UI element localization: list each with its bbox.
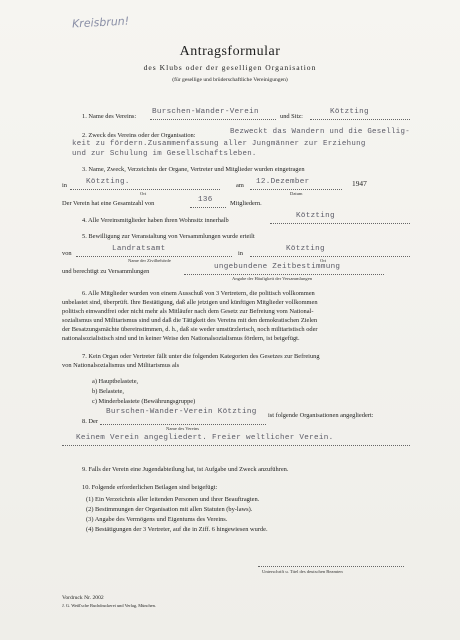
- q5-frequency: ungebundene Zeitbestimmung: [214, 263, 341, 271]
- q7-item: b) Belastete,: [92, 388, 124, 395]
- q1-label: 1. Name des Vereins:: [82, 113, 137, 120]
- q3-date: 12.Dezember: [256, 178, 310, 186]
- q1-seat-label: und Sitz:: [280, 113, 303, 120]
- q10-item: (1) Ein Verzeichnis aller leitenden Personen und ihrer Beauftragten.: [86, 496, 260, 503]
- form-subtitle: des Klubs oder der geselligen Organisation: [143, 63, 317, 72]
- q7-line2: von Nationalsozialismus und Militarismus als: [62, 362, 180, 369]
- q5-authority-caption: Name der Zivilbehörde: [128, 258, 171, 263]
- q2-purpose-line1: Bezweckt das Wandern und die Gesellig-: [230, 128, 410, 136]
- q4-value: Kötzting: [296, 212, 335, 220]
- q5-from-label: von: [62, 250, 72, 257]
- q9-label: 9. Falls der Verein eine Jugendabteilung hat, ist Aufgabe und Zweck anzuführen.: [82, 466, 289, 473]
- q5-label: 5. Bewilligung zur Veranstaltung von Versammlungen wurde erteilt: [82, 233, 255, 240]
- form-subtitle-note: (für gesellige und brüderschaftliche Vereinigungen): [172, 77, 288, 83]
- handwritten-note: Kreisbrun!: [71, 14, 130, 31]
- q3-place: Kötzting.: [86, 178, 130, 186]
- q1-club-name: Burschen-Wander-Verein: [152, 108, 259, 116]
- q5-authority: Landratsamt: [112, 245, 166, 253]
- q1-seat-value: Kötzting: [330, 108, 369, 116]
- q8-label: 8. Der: [82, 418, 98, 425]
- q6-line: unbelastet sind, überprüft. Ihre Bestätigung, daß alle jetzigen und künftigen Mitglieder vollkommen: [62, 299, 318, 306]
- signature-caption: Unterschrift u. Titel des deutschen Beamten: [262, 569, 343, 574]
- footer-form-number: Vordruck Nr. 2002: [62, 595, 104, 601]
- q5-place: Kötzting: [286, 245, 325, 253]
- q6-line: sozialismus und Militarismus sind und daß die Tätigkeit des Vereins mit den demokratischen Zielen: [62, 317, 318, 324]
- q5-frequency-caption: Angabe der Häufigkeit der Versammlungen: [232, 276, 313, 281]
- q8-suffix: ist folgende Organisationen angegliedert:: [268, 412, 374, 419]
- q3-on-label: am: [236, 182, 244, 189]
- q8-caption: Name des Vereins: [166, 426, 200, 431]
- q8-answer: Keinem Verein angegliedert. Freier weltlicher Verein.: [76, 434, 334, 442]
- q7-item: c) Minderbelastete (Bewährungsgruppe): [92, 398, 196, 405]
- q6-line: 6. Alle Mitglieder wurden von einem Ausschuß von 3 Vertretern, die politisch vollkommen: [82, 290, 315, 297]
- q10-label: 10. Folgende erforderlichen Beilagen sind beigefügt:: [82, 484, 218, 491]
- q3-year: 1947: [352, 179, 367, 188]
- q2-label: 2. Zweck des Vereins oder der Organisation:: [82, 132, 196, 139]
- members-prefix: Der Verein hat eine Gesamtzahl von: [62, 200, 155, 207]
- q3-label: 3. Name, Zweck, Verzeichnis der Organe, Vertreter und Mitglieder wurden eingetragen: [82, 166, 305, 173]
- q7-item: a) Hauptbelastete,: [92, 378, 139, 385]
- q3-date-caption: Datum: [290, 191, 303, 196]
- q6-line: politisch einwandfrei oder nicht mehr als Mitläufer nach dem Gesetz zur Befreiung vom National-: [62, 308, 314, 315]
- q10-item: (4) Bestätigungen der 3 Vertreter, auf die in Ziff. 6 hingewiesen wurde.: [86, 526, 268, 533]
- q3-in-label: in: [62, 182, 67, 189]
- q2-purpose-line3: und zur Schulung im Gesellschaftsleben.: [72, 150, 257, 158]
- form-title: Antragsformular: [179, 44, 281, 59]
- q8-club-name: Burschen-Wander-Verein Kötzting: [106, 408, 257, 416]
- q2-purpose-line2: keit zu fördern.Zusammenfassung aller Jungmänner zur Erziehung: [72, 140, 366, 148]
- q10-item: (3) Angabe des Vermögens und Eigentums des Vereins.: [86, 516, 228, 523]
- q7-line1: 7. Kein Organ oder Vertreter fällt unter die folgenden Kategorien des Gesetzes zur Befreiung: [82, 353, 320, 360]
- q4-label: 4. Alle Vereinsmitglieder haben ihren Wohnsitz innerhalb: [82, 217, 229, 224]
- members-suffix: Mitgliedern.: [230, 200, 262, 207]
- q6-line: der Besatzungsmächte übereinstimmen, d. h., daß sie weder umstürzlerisch, noch militaristisch oder: [62, 326, 318, 333]
- q6-line: nationalsozialistisch sind und in keiner Weise den Nationalsozialismus fördern, ist beigefügt.: [62, 335, 300, 342]
- q5-in-label: in: [238, 250, 243, 257]
- members-count: 136: [198, 196, 213, 204]
- q5-entitled-label: und berechtigt zu Versammlungen: [62, 268, 150, 275]
- q3-place-caption: Ort: [140, 191, 147, 196]
- q10-item: (2) Bestimmungen der Organisation mit allen Statuten (by-laws).: [86, 506, 253, 513]
- footer-printer: J. G. Weiß'sche Buchdruckerei und Verlag, München.: [62, 603, 156, 608]
- q5-place-caption: Ort: [320, 258, 327, 263]
